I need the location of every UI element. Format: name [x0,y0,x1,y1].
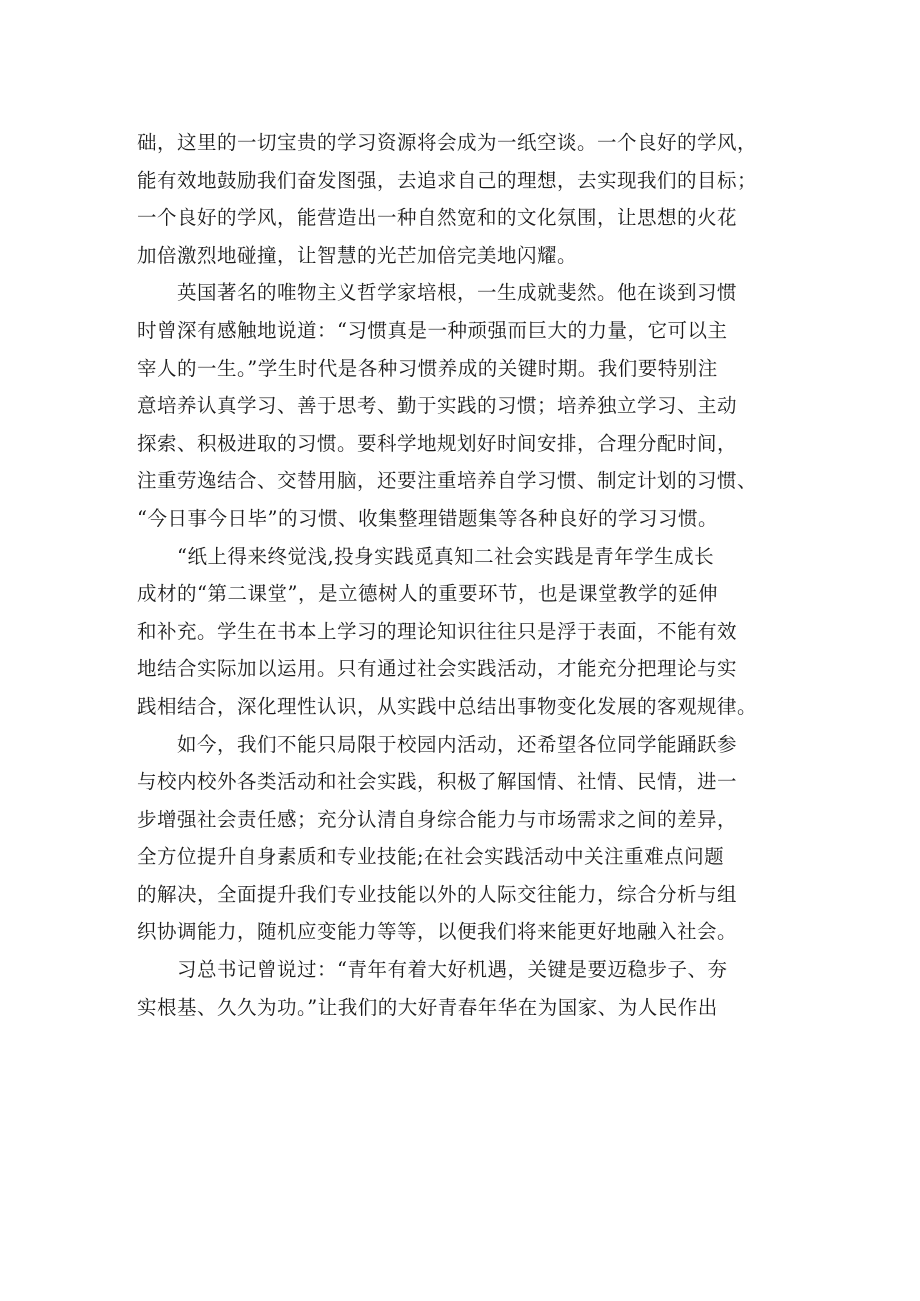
text-line: 能有效地鼓励我们奋发图强，去追求自己的理想，去实现我们的目标； [137,168,758,192]
text-line: 践相结合，深化理性认识，从实践中总结出事物变化发展的客观规律。 [137,694,758,718]
text-line: “今日事今日毕”的习惯、收集整理错题集等各种良好的学习习惯。 [137,506,718,530]
text-line: 实根基、久久为功。”让我们的大好青春年华在为国家、为人民作出 [137,995,718,1019]
text-line: 如今，我们不能只局限于校园内活动，还希望各位同学能踊跃参 [137,732,738,756]
text-line: 全方位提升自身素质和专业技能;在社会实践活动中关注重难点问题 [137,845,725,869]
text-line: 加倍激烈地碰撞，让智慧的光芒加倍完美地闪耀。 [137,243,578,267]
body-text [137,124,797,1026]
text-line: 意培养认真学习、善于思考、勤于实践的习惯；培养独立学习、主动 [137,394,738,418]
text-line: 础，这里的一切宝贵的学习资源将会成为一纸空谈。一个良好的学风， [137,131,758,154]
text-line: 织协调能力，随机应变能力等等，以便我们将来能更好地融入社会。 [137,920,738,944]
text-line: 一个良好的学风，能营造出一种自然宽和的文化氛围，让思想的火花 [137,206,738,230]
text-line: 时曾深有感触地说道：“习惯真是一种顽强而巨大的力量，它可以主 [137,318,728,342]
text-line: 和补充。学生在书本上学习的理论知识往往只是浮于表面，不能有效 [137,619,738,643]
text-line: 探索、积极进取的习惯。要科学地规划好时间安排，合理分配时间， [137,431,738,455]
text-line: “纸上得来终觉浅,投身实践觅真知二社会实践是青年学生成长 [137,544,715,568]
text-line: 与校内校外各类活动和社会实践，积极了解国情、社情、民情，进一 [137,770,738,794]
text-line: 步增强社会责任感；充分认清自身综合能力与市场需求之间的差异， [137,807,738,831]
text-line: 地结合实际加以运用。只有通过社会实践活动，才能充分把理论与实 [137,657,738,681]
text-line: 英国著名的唯物主义哲学家培根，一生成就斐然。他在谈到习惯 [137,281,738,305]
text-line: 习总书记曾说过：“青年有着大好机遇，关键是要迈稳步子、夯 [137,958,728,982]
text-line: 成材的“第二课堂”，是立德树人的重要环节，也是课堂教学的延伸 [137,582,718,606]
text-line: 宰人的一生。”学生时代是各种习惯养成的关键时期。我们要特别注 [137,356,718,380]
text-line: 的解决，全面提升我们专业技能以外的人际交往能力，综合分析与组 [137,882,738,906]
text-line: 注重劳逸结合、交替用脑，还要注重培养自学习惯、制定计划的习惯、 [137,469,758,493]
